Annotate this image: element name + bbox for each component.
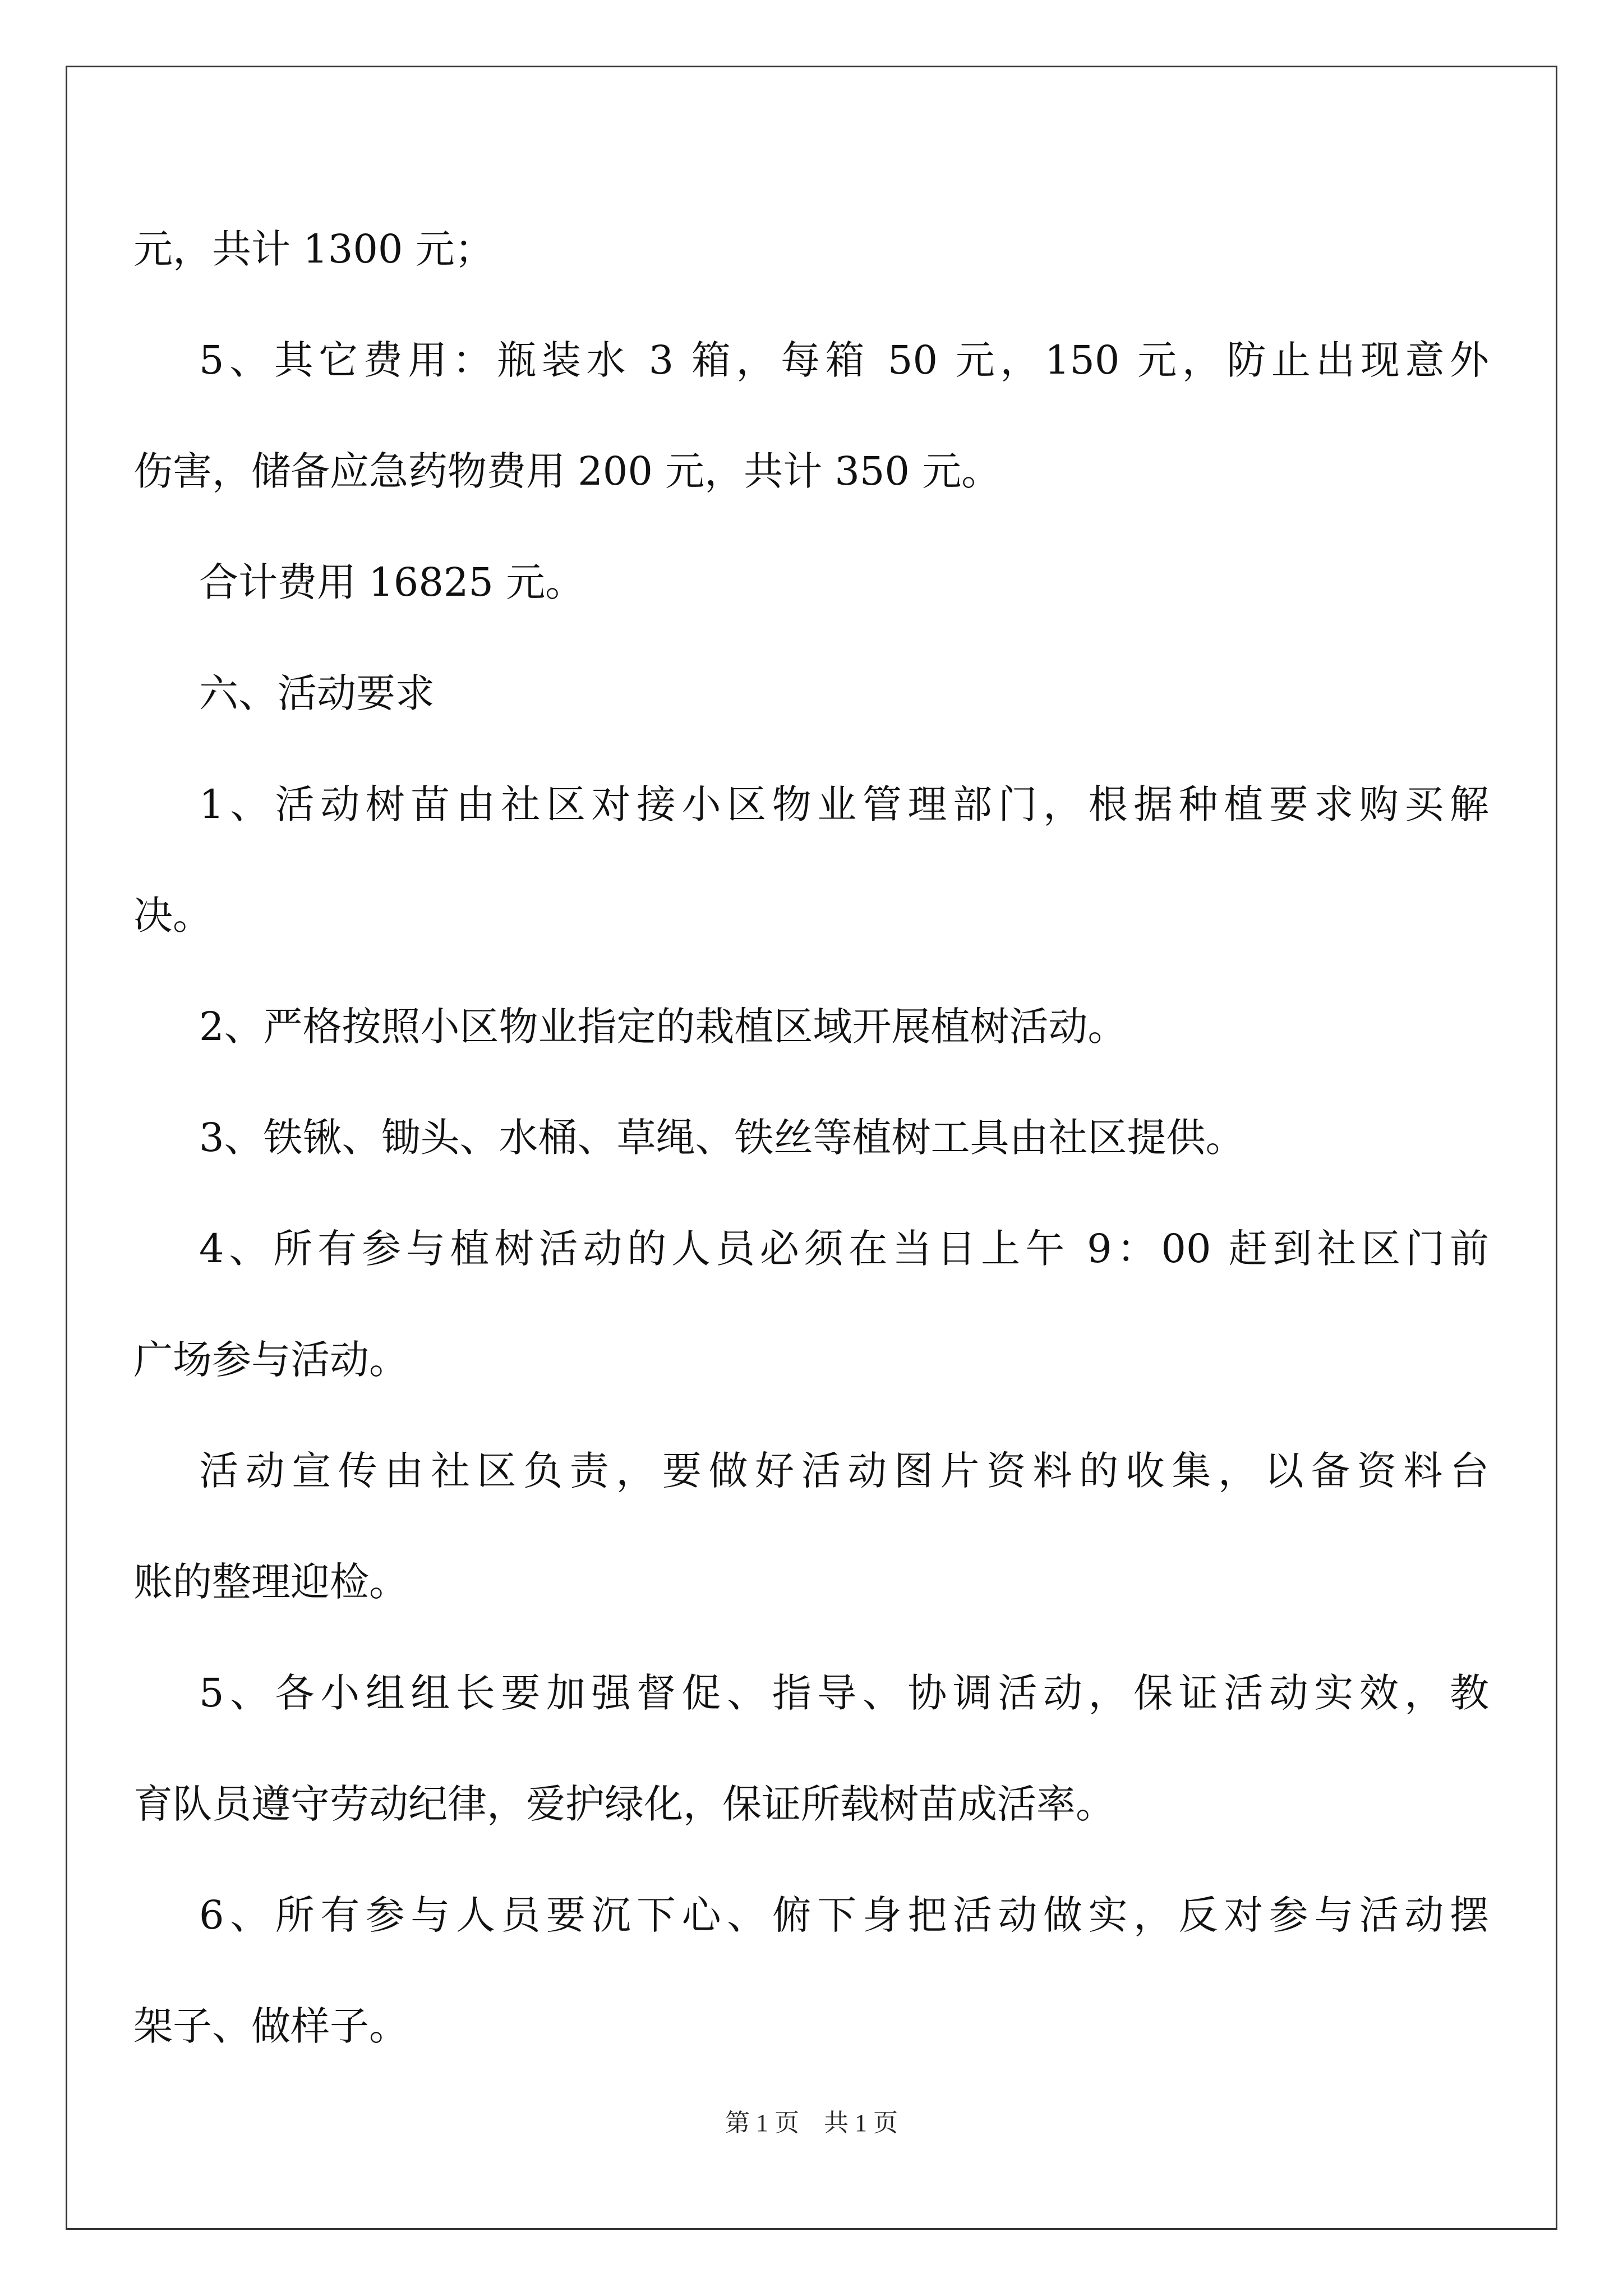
text-line: 育队员遵守劳动纪律，爱护绿化，保证所载树苗成活率。 [133, 1781, 1115, 1827]
text-line: 合计费用 16825 元。 [199, 559, 585, 605]
text-line: 1、活动树苗由社区对接小区物业管理部门，根据种植要求购买解 [199, 781, 1489, 827]
text-line: 5、其它费用：瓶装水 3 箱，每箱 50 元，150 元，防止出现意外 [199, 337, 1489, 383]
text-line: 5、各小组组长要加强督促、指导、协调活动，保证活动实效，教 [199, 1670, 1489, 1716]
text-line: 架子、做样子。 [133, 2003, 408, 2049]
section-heading: 六、活动要求 [199, 670, 435, 716]
text-line: 6、所有参与人员要沉下心、俯下身把活动做实，反对参与活动摆 [199, 1892, 1489, 1938]
page-number-footer: 第 1 页 共 1 页 [725, 2109, 898, 2137]
text-line: 账的整理迎检。 [133, 1559, 408, 1605]
text-line: 2、严格按照小区物业指定的栽植区域开展植树活动。 [199, 1004, 1127, 1050]
text-line: 活动宣传由社区负责，要做好活动图片资料的收集，以备资料台 [199, 1448, 1489, 1494]
text-line: 4、所有参与植树活动的人员必须在当日上午 9：00 赶到社区门前 [199, 1226, 1489, 1272]
text-line: 伤害，储备应急药物费用 200 元，共计 350 元。 [133, 448, 1001, 494]
text-line: 3、铁锹、锄头、水桶、草绳、铁丝等植树工具由社区提供。 [199, 1115, 1245, 1161]
text-line: 决。 [133, 892, 212, 938]
text-line: 元，共计 1300 元； [133, 226, 494, 272]
text-line: 广场参与活动。 [133, 1337, 408, 1383]
